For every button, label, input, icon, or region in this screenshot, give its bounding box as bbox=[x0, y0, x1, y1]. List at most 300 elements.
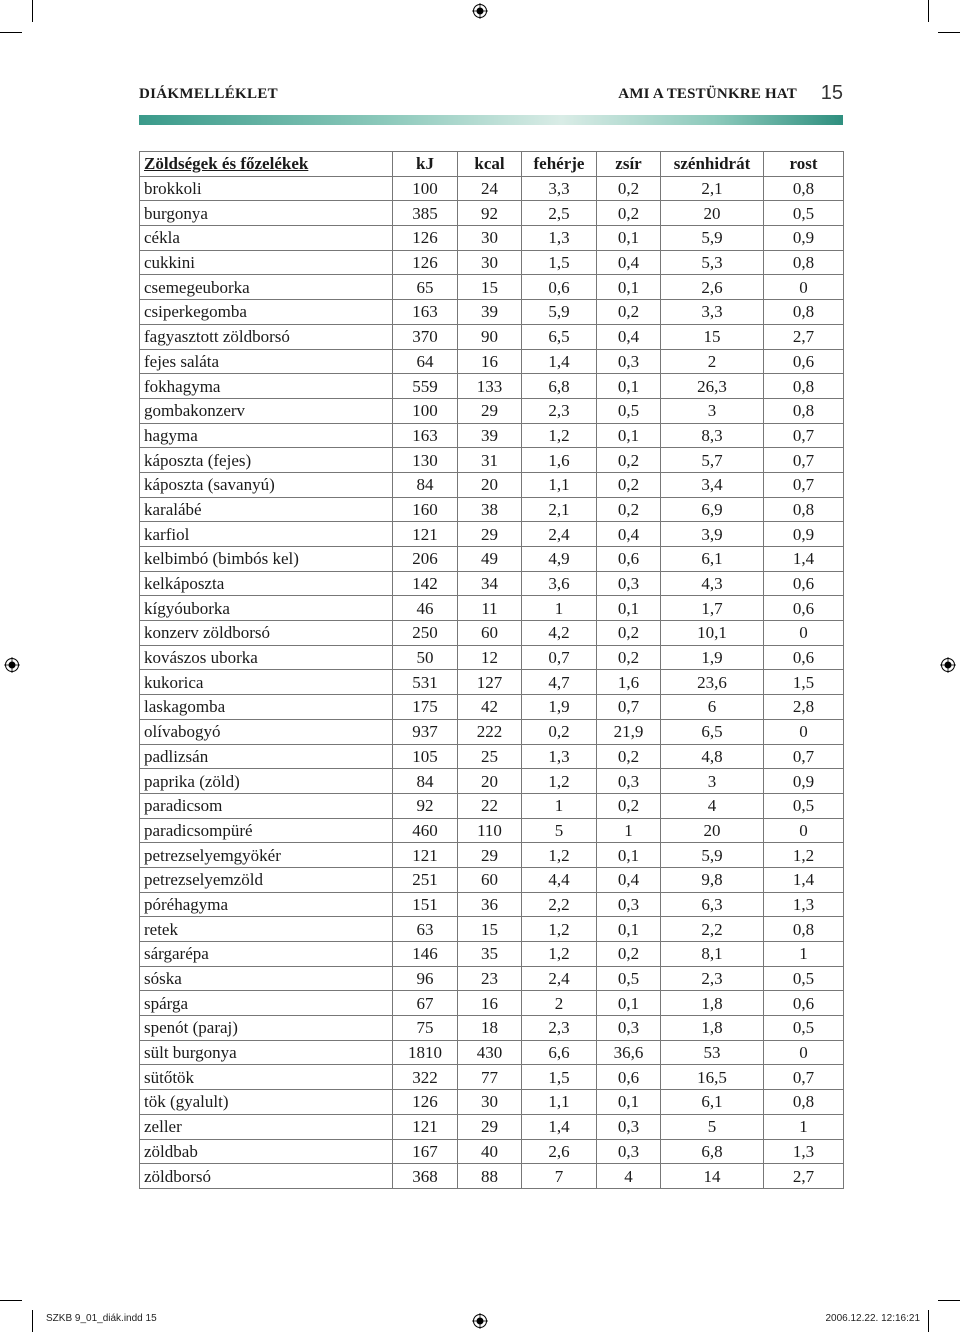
value-cell: 53 bbox=[661, 1040, 764, 1065]
value-cell: 175 bbox=[393, 695, 458, 720]
page-header bbox=[139, 80, 843, 106]
table-row bbox=[140, 719, 844, 744]
value-cell: 2,2 bbox=[522, 892, 597, 917]
value-cell: 0,2 bbox=[597, 621, 661, 646]
value-cell: 4,9 bbox=[522, 547, 597, 572]
value-cell: 2,3 bbox=[522, 1016, 597, 1041]
value-cell: 2,4 bbox=[522, 522, 597, 547]
value-cell: 1,7 bbox=[661, 596, 764, 621]
value-cell: 29 bbox=[458, 843, 522, 868]
column-header-kcal: kcal bbox=[458, 152, 522, 177]
food-name-cell: fejes saláta bbox=[140, 349, 393, 374]
food-name-cell: brokkoli bbox=[140, 176, 393, 201]
food-name-cell: burgonya bbox=[140, 201, 393, 226]
value-cell: 121 bbox=[393, 1114, 458, 1139]
value-cell: 2,7 bbox=[764, 1164, 844, 1189]
food-name-cell: káposzta (savanyú) bbox=[140, 472, 393, 497]
food-name-cell: olívabogyó bbox=[140, 719, 393, 744]
table-row bbox=[140, 818, 844, 843]
value-cell: 30 bbox=[458, 226, 522, 251]
value-cell: 206 bbox=[393, 547, 458, 572]
value-cell: 9,8 bbox=[661, 867, 764, 892]
value-cell: 0,2 bbox=[597, 300, 661, 325]
value-cell: 251 bbox=[393, 867, 458, 892]
table-row bbox=[140, 1065, 844, 1090]
value-cell: 35 bbox=[458, 942, 522, 967]
value-cell: 0,4 bbox=[597, 250, 661, 275]
value-cell: 0,1 bbox=[597, 226, 661, 251]
table-row bbox=[140, 942, 844, 967]
food-name-cell: laskagomba bbox=[140, 695, 393, 720]
value-cell: 3 bbox=[661, 769, 764, 794]
value-cell: 1,2 bbox=[522, 423, 597, 448]
value-cell: 26,3 bbox=[661, 374, 764, 399]
table-row bbox=[140, 497, 844, 522]
column-header-food: Zöldségek és főzelékek bbox=[140, 152, 393, 177]
value-cell: 0,2 bbox=[597, 645, 661, 670]
value-cell: 65 bbox=[393, 275, 458, 300]
food-name-cell: sült burgonya bbox=[140, 1040, 393, 1065]
value-cell: 3,3 bbox=[522, 176, 597, 201]
value-cell: 90 bbox=[458, 324, 522, 349]
food-name-cell: tök (gyalult) bbox=[140, 1090, 393, 1115]
food-name-cell: sütőtök bbox=[140, 1065, 393, 1090]
value-cell: 0,8 bbox=[764, 398, 844, 423]
food-name-cell: póréhagyma bbox=[140, 892, 393, 917]
value-cell: 3,4 bbox=[661, 472, 764, 497]
value-cell: 34 bbox=[458, 571, 522, 596]
value-cell: 0,5 bbox=[597, 966, 661, 991]
value-cell: 0,6 bbox=[764, 571, 844, 596]
food-name-cell: zeller bbox=[140, 1114, 393, 1139]
table-row bbox=[140, 374, 844, 399]
table-row bbox=[140, 522, 844, 547]
value-cell: 31 bbox=[458, 448, 522, 473]
value-cell: 0 bbox=[764, 818, 844, 843]
value-cell: 77 bbox=[458, 1065, 522, 1090]
food-name-cell: padlizsán bbox=[140, 744, 393, 769]
food-name-cell: petrezselyemgyökér bbox=[140, 843, 393, 868]
value-cell: 0,8 bbox=[764, 497, 844, 522]
value-cell: 0,6 bbox=[597, 1065, 661, 1090]
value-cell: 0,7 bbox=[522, 645, 597, 670]
value-cell: 39 bbox=[458, 423, 522, 448]
table-row bbox=[140, 1016, 844, 1041]
value-cell: 0,3 bbox=[597, 892, 661, 917]
food-name-cell: hagyma bbox=[140, 423, 393, 448]
value-cell: 1,3 bbox=[764, 1139, 844, 1164]
header-gradient-band bbox=[139, 115, 843, 125]
value-cell: 126 bbox=[393, 226, 458, 251]
crop-mark bbox=[0, 1300, 22, 1301]
value-cell: 0,5 bbox=[764, 201, 844, 226]
table-row bbox=[140, 300, 844, 325]
value-cell: 5 bbox=[522, 818, 597, 843]
value-cell: 368 bbox=[393, 1164, 458, 1189]
food-name-cell: csiperkegomba bbox=[140, 300, 393, 325]
footer-file-slug: SZKB 9_01_diák.indd 15 bbox=[46, 1313, 157, 1324]
value-cell: 21,9 bbox=[597, 719, 661, 744]
value-cell: 11 bbox=[458, 596, 522, 621]
value-cell: 4,2 bbox=[522, 621, 597, 646]
value-cell: 100 bbox=[393, 176, 458, 201]
value-cell: 130 bbox=[393, 448, 458, 473]
value-cell: 2,3 bbox=[522, 398, 597, 423]
column-header-carbs: szénhidrát bbox=[661, 152, 764, 177]
value-cell: 0,1 bbox=[597, 275, 661, 300]
value-cell: 0,3 bbox=[597, 1114, 661, 1139]
table-row bbox=[140, 744, 844, 769]
food-name-cell: karfiol bbox=[140, 522, 393, 547]
value-cell: 25 bbox=[458, 744, 522, 769]
value-cell: 0,2 bbox=[597, 744, 661, 769]
table-row bbox=[140, 769, 844, 794]
value-cell: 49 bbox=[458, 547, 522, 572]
value-cell: 4,7 bbox=[522, 670, 597, 695]
value-cell: 0,3 bbox=[597, 1016, 661, 1041]
table-body bbox=[140, 176, 844, 1188]
value-cell: 29 bbox=[458, 398, 522, 423]
value-cell: 2,2 bbox=[661, 917, 764, 942]
value-cell: 84 bbox=[393, 769, 458, 794]
value-cell: 0,7 bbox=[597, 695, 661, 720]
value-cell: 10,1 bbox=[661, 621, 764, 646]
food-name-cell: paprika (zöld) bbox=[140, 769, 393, 794]
value-cell: 5 bbox=[661, 1114, 764, 1139]
table-row bbox=[140, 250, 844, 275]
value-cell: 4 bbox=[597, 1164, 661, 1189]
food-name-cell: gombakonzerv bbox=[140, 398, 393, 423]
value-cell: 6,5 bbox=[522, 324, 597, 349]
value-cell: 15 bbox=[458, 917, 522, 942]
value-cell: 63 bbox=[393, 917, 458, 942]
value-cell: 2,6 bbox=[661, 275, 764, 300]
value-cell: 64 bbox=[393, 349, 458, 374]
value-cell: 2,8 bbox=[764, 695, 844, 720]
value-cell: 0 bbox=[764, 275, 844, 300]
value-cell: 0,2 bbox=[522, 719, 597, 744]
crop-mark bbox=[0, 32, 22, 33]
value-cell: 1 bbox=[597, 818, 661, 843]
value-cell: 160 bbox=[393, 497, 458, 522]
value-cell: 1,9 bbox=[522, 695, 597, 720]
value-cell: 18 bbox=[458, 1016, 522, 1041]
value-cell: 127 bbox=[458, 670, 522, 695]
value-cell: 0,2 bbox=[597, 176, 661, 201]
value-cell: 1,4 bbox=[522, 1114, 597, 1139]
value-cell: 88 bbox=[458, 1164, 522, 1189]
value-cell: 1,1 bbox=[522, 472, 597, 497]
value-cell: 0,5 bbox=[764, 966, 844, 991]
value-cell: 8,3 bbox=[661, 423, 764, 448]
value-cell: 16 bbox=[458, 991, 522, 1016]
value-cell: 0,4 bbox=[597, 324, 661, 349]
value-cell: 126 bbox=[393, 1090, 458, 1115]
value-cell: 92 bbox=[458, 201, 522, 226]
value-cell: 20 bbox=[661, 818, 764, 843]
table-row bbox=[140, 448, 844, 473]
value-cell: 1,8 bbox=[661, 991, 764, 1016]
value-cell: 430 bbox=[458, 1040, 522, 1065]
table-row bbox=[140, 670, 844, 695]
value-cell: 322 bbox=[393, 1065, 458, 1090]
value-cell: 0,8 bbox=[764, 250, 844, 275]
value-cell: 0,7 bbox=[764, 423, 844, 448]
food-name-cell: karalábé bbox=[140, 497, 393, 522]
value-cell: 14 bbox=[661, 1164, 764, 1189]
value-cell: 16 bbox=[458, 349, 522, 374]
value-cell: 1,2 bbox=[522, 769, 597, 794]
value-cell: 60 bbox=[458, 867, 522, 892]
value-cell: 0,7 bbox=[764, 448, 844, 473]
value-cell: 1,4 bbox=[764, 867, 844, 892]
table-row bbox=[140, 1139, 844, 1164]
value-cell: 385 bbox=[393, 201, 458, 226]
value-cell: 370 bbox=[393, 324, 458, 349]
value-cell: 1 bbox=[764, 942, 844, 967]
value-cell: 121 bbox=[393, 843, 458, 868]
table-row bbox=[140, 843, 844, 868]
value-cell: 0 bbox=[764, 621, 844, 646]
table-row bbox=[140, 596, 844, 621]
value-cell: 12 bbox=[458, 645, 522, 670]
value-cell: 1 bbox=[522, 793, 597, 818]
value-cell: 0,8 bbox=[764, 176, 844, 201]
crop-mark bbox=[928, 0, 929, 22]
chapter-title: AMI A TESTÜNKRE HAT bbox=[618, 86, 797, 102]
table-row bbox=[140, 1164, 844, 1189]
value-cell: 0,1 bbox=[597, 991, 661, 1016]
value-cell: 6,6 bbox=[522, 1040, 597, 1065]
food-name-cell: konzerv zöldborsó bbox=[140, 621, 393, 646]
value-cell: 1,6 bbox=[597, 670, 661, 695]
value-cell: 2,4 bbox=[522, 966, 597, 991]
value-cell: 0 bbox=[764, 1040, 844, 1065]
value-cell: 1,3 bbox=[522, 226, 597, 251]
footer-timestamp: 2006.12.22. 12:16:21 bbox=[825, 1313, 920, 1324]
table-row bbox=[140, 645, 844, 670]
value-cell: 0,1 bbox=[597, 596, 661, 621]
value-cell: 0,9 bbox=[764, 769, 844, 794]
column-header-fat: zsír bbox=[597, 152, 661, 177]
value-cell: 6,3 bbox=[661, 892, 764, 917]
value-cell: 163 bbox=[393, 300, 458, 325]
value-cell: 163 bbox=[393, 423, 458, 448]
value-cell: 1,2 bbox=[522, 843, 597, 868]
food-name-cell: csemegeuborka bbox=[140, 275, 393, 300]
value-cell: 36,6 bbox=[597, 1040, 661, 1065]
value-cell: 1,5 bbox=[764, 670, 844, 695]
value-cell: 0,2 bbox=[597, 793, 661, 818]
value-cell: 0,6 bbox=[764, 596, 844, 621]
value-cell: 937 bbox=[393, 719, 458, 744]
value-cell: 42 bbox=[458, 695, 522, 720]
value-cell: 121 bbox=[393, 522, 458, 547]
value-cell: 67 bbox=[393, 991, 458, 1016]
value-cell: 0,3 bbox=[597, 769, 661, 794]
table-row bbox=[140, 423, 844, 448]
value-cell: 15 bbox=[458, 275, 522, 300]
value-cell: 0,2 bbox=[597, 472, 661, 497]
food-name-cell: spenót (paraj) bbox=[140, 1016, 393, 1041]
value-cell: 20 bbox=[458, 472, 522, 497]
value-cell: 0,7 bbox=[764, 1065, 844, 1090]
value-cell: 4,8 bbox=[661, 744, 764, 769]
value-cell: 559 bbox=[393, 374, 458, 399]
value-cell: 100 bbox=[393, 398, 458, 423]
value-cell: 0,9 bbox=[764, 226, 844, 251]
value-cell: 8,1 bbox=[661, 942, 764, 967]
registration-mark-icon bbox=[4, 657, 20, 673]
value-cell: 0,8 bbox=[764, 1090, 844, 1115]
value-cell: 0,2 bbox=[597, 942, 661, 967]
food-name-cell: zöldborsó bbox=[140, 1164, 393, 1189]
value-cell: 1,2 bbox=[764, 843, 844, 868]
table-row bbox=[140, 917, 844, 942]
value-cell: 22 bbox=[458, 793, 522, 818]
crop-mark bbox=[32, 1310, 33, 1332]
value-cell: 0,2 bbox=[597, 497, 661, 522]
table-row bbox=[140, 1040, 844, 1065]
value-cell: 0 bbox=[764, 719, 844, 744]
value-cell: 0,1 bbox=[597, 843, 661, 868]
value-cell: 0,4 bbox=[597, 522, 661, 547]
value-cell: 50 bbox=[393, 645, 458, 670]
food-name-cell: cékla bbox=[140, 226, 393, 251]
value-cell: 0,4 bbox=[597, 867, 661, 892]
value-cell: 250 bbox=[393, 621, 458, 646]
value-cell: 2,7 bbox=[764, 324, 844, 349]
food-name-cell: spárga bbox=[140, 991, 393, 1016]
value-cell: 6,1 bbox=[661, 547, 764, 572]
value-cell: 0,8 bbox=[764, 917, 844, 942]
food-name-cell: petrezselyemzöld bbox=[140, 867, 393, 892]
value-cell: 1,8 bbox=[661, 1016, 764, 1041]
value-cell: 39 bbox=[458, 300, 522, 325]
value-cell: 4,4 bbox=[522, 867, 597, 892]
value-cell: 6,8 bbox=[661, 1139, 764, 1164]
value-cell: 15 bbox=[661, 324, 764, 349]
value-cell: 20 bbox=[661, 201, 764, 226]
page-number: 15 bbox=[820, 82, 843, 104]
value-cell: 92 bbox=[393, 793, 458, 818]
value-cell: 0,8 bbox=[764, 300, 844, 325]
value-cell: 16,5 bbox=[661, 1065, 764, 1090]
value-cell: 23 bbox=[458, 966, 522, 991]
table-row bbox=[140, 793, 844, 818]
value-cell: 5,9 bbox=[522, 300, 597, 325]
value-cell: 1,4 bbox=[522, 349, 597, 374]
value-cell: 0,3 bbox=[597, 571, 661, 596]
value-cell: 6,5 bbox=[661, 719, 764, 744]
value-cell: 2,1 bbox=[522, 497, 597, 522]
value-cell: 1,6 bbox=[522, 448, 597, 473]
table-row bbox=[140, 867, 844, 892]
value-cell: 1 bbox=[522, 596, 597, 621]
table-row bbox=[140, 547, 844, 572]
table-row bbox=[140, 226, 844, 251]
table-row bbox=[140, 176, 844, 201]
food-name-cell: fokhagyma bbox=[140, 374, 393, 399]
food-name-cell: kelkáposzta bbox=[140, 571, 393, 596]
value-cell: 40 bbox=[458, 1139, 522, 1164]
value-cell: 60 bbox=[458, 621, 522, 646]
value-cell: 30 bbox=[458, 250, 522, 275]
value-cell: 1,3 bbox=[764, 892, 844, 917]
value-cell: 0,6 bbox=[597, 547, 661, 572]
value-cell: 1 bbox=[764, 1114, 844, 1139]
value-cell: 146 bbox=[393, 942, 458, 967]
value-cell: 0,5 bbox=[597, 398, 661, 423]
value-cell: 29 bbox=[458, 522, 522, 547]
value-cell: 5,7 bbox=[661, 448, 764, 473]
food-name-cell: kukorica bbox=[140, 670, 393, 695]
value-cell: 0,5 bbox=[764, 1016, 844, 1041]
value-cell: 0,6 bbox=[522, 275, 597, 300]
value-cell: 1,2 bbox=[522, 942, 597, 967]
value-cell: 0,6 bbox=[764, 645, 844, 670]
table-row bbox=[140, 398, 844, 423]
value-cell: 4,3 bbox=[661, 571, 764, 596]
value-cell: 0,1 bbox=[597, 917, 661, 942]
table-row bbox=[140, 275, 844, 300]
table-row bbox=[140, 695, 844, 720]
value-cell: 84 bbox=[393, 472, 458, 497]
value-cell: 126 bbox=[393, 250, 458, 275]
value-cell: 6,9 bbox=[661, 497, 764, 522]
value-cell: 105 bbox=[393, 744, 458, 769]
value-cell: 1,2 bbox=[522, 917, 597, 942]
food-name-cell: fagyasztott zöldborsó bbox=[140, 324, 393, 349]
table-row bbox=[140, 621, 844, 646]
column-header-fiber: rost bbox=[764, 152, 844, 177]
food-name-cell: sóska bbox=[140, 966, 393, 991]
food-name-cell: paradicsom bbox=[140, 793, 393, 818]
food-name-cell: paradicsompüré bbox=[140, 818, 393, 843]
value-cell: 24 bbox=[458, 176, 522, 201]
value-cell: 142 bbox=[393, 571, 458, 596]
value-cell: 46 bbox=[393, 596, 458, 621]
value-cell: 0,1 bbox=[597, 374, 661, 399]
value-cell: 29 bbox=[458, 1114, 522, 1139]
value-cell: 2,6 bbox=[522, 1139, 597, 1164]
section-label: DIÁKMELLÉKLET bbox=[139, 86, 278, 102]
table-row bbox=[140, 324, 844, 349]
table-row bbox=[140, 892, 844, 917]
value-cell: 0,9 bbox=[764, 522, 844, 547]
value-cell: 1,4 bbox=[764, 547, 844, 572]
table-row bbox=[140, 201, 844, 226]
nutrition-table bbox=[139, 151, 844, 1189]
value-cell: 1,5 bbox=[522, 1065, 597, 1090]
value-cell: 0,6 bbox=[764, 349, 844, 374]
value-cell: 5,3 bbox=[661, 250, 764, 275]
value-cell: 0,2 bbox=[597, 448, 661, 473]
crop-mark bbox=[938, 32, 960, 33]
table-row bbox=[140, 991, 844, 1016]
value-cell: 1810 bbox=[393, 1040, 458, 1065]
value-cell: 0,3 bbox=[597, 349, 661, 374]
table-row bbox=[140, 472, 844, 497]
value-cell: 6 bbox=[661, 695, 764, 720]
food-name-cell: kovászos uborka bbox=[140, 645, 393, 670]
value-cell: 7 bbox=[522, 1164, 597, 1189]
table-row bbox=[140, 1114, 844, 1139]
value-cell: 2,1 bbox=[661, 176, 764, 201]
crop-mark bbox=[32, 0, 33, 22]
value-cell: 0,6 bbox=[764, 991, 844, 1016]
food-name-cell: káposzta (fejes) bbox=[140, 448, 393, 473]
